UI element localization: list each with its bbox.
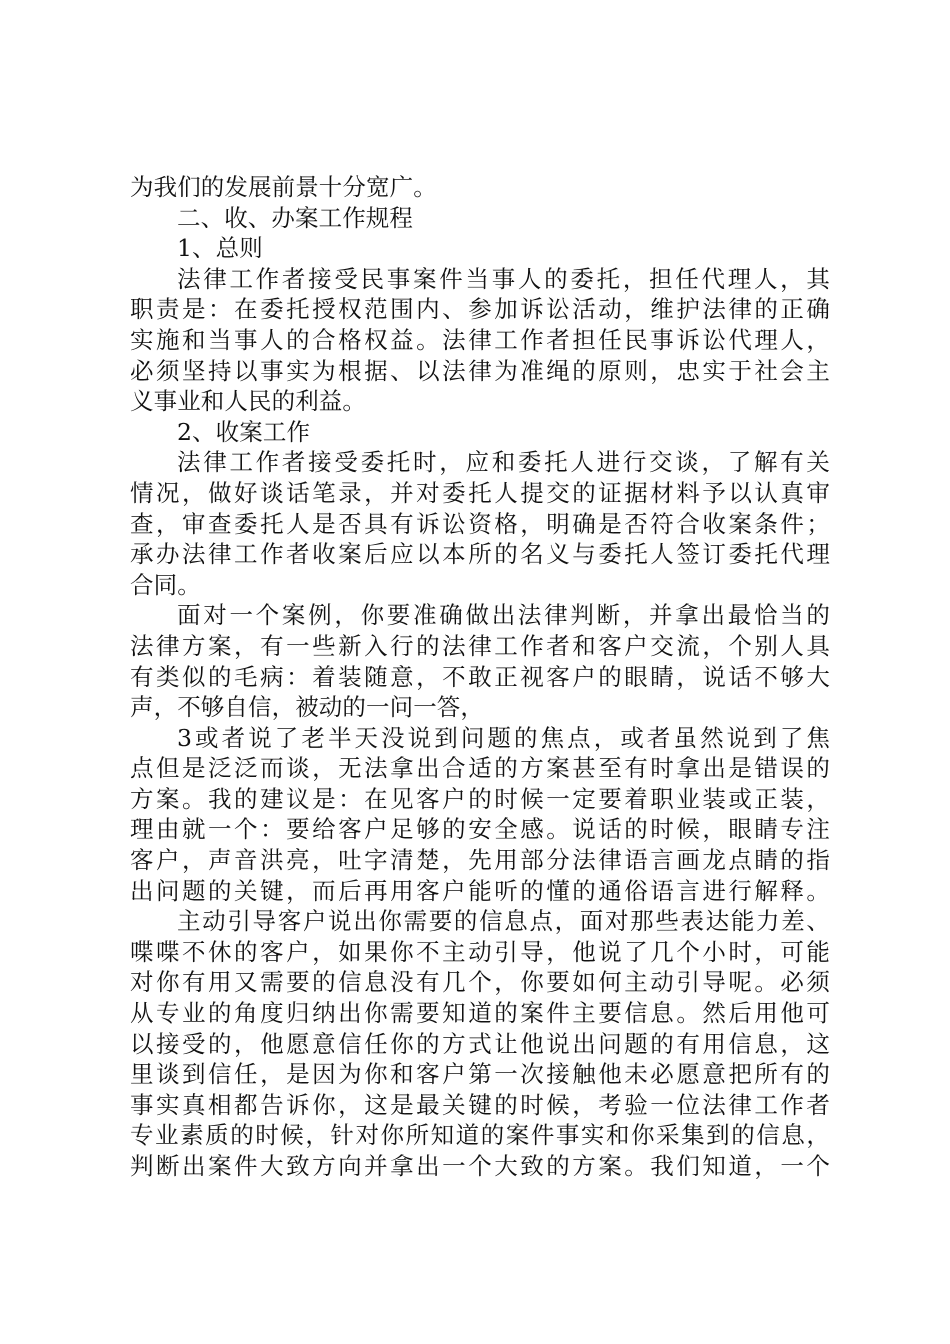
text-line: 从专业的角度归纳出你需要知道的案件主要信息。然后用他可 — [130, 999, 830, 1028]
text-line: 点但是泛泛而谈，无法拿出合适的方案甚至有时拿出是错误的 — [130, 754, 830, 783]
text-line: 理由就一个：要给客户足够的安全感。说话的时候，眼睛专注 — [130, 815, 830, 844]
paragraph-first-line: 3或者说了老半天没说到问题的焦点，或者虽然说到了焦 — [177, 723, 830, 752]
paragraph-first-line: 主动引导客户说出你需要的信息点，面对那些表达能力差、 — [177, 907, 830, 936]
text-line: 实施和当事人的合格权益。法律工作者担任民事诉讼代理人， — [130, 325, 830, 354]
text-line: 对你有用又需要的信息没有几个，你要如何主动引导呢。必须 — [130, 968, 830, 997]
paragraph-first-line: 面对一个案例，你要准确做出法律判断，并拿出最恰当的 — [177, 601, 830, 630]
text-line: 里谈到信任，是因为你和客户第一次接触他未必愿意把所有的 — [130, 1060, 830, 1089]
subsection-heading: 2、收案工作 — [177, 417, 311, 446]
text-line: 出问题的关键，而后再用客户能听的懂的通俗语言进行解释。 — [130, 876, 830, 905]
text-line: 法律方案，有一些新入行的法律工作者和客户交流，个别人具 — [130, 631, 830, 660]
section-heading: 二、收、办案工作规程 — [177, 203, 413, 232]
paragraph-first-line: 法律工作者接受民事案件当事人的委托，担任代理人，其 — [177, 264, 830, 293]
text-line: 查，审查委托人是否具有诉讼资格，明确是否符合收案条件； — [130, 509, 830, 538]
text-line: 事实真相都告诉你，这是最关键的时候，考验一位法律工作者 — [130, 1090, 830, 1119]
text-line: 职责是：在委托授权范围内、参加诉讼活动，维护法律的正确 — [130, 295, 830, 324]
text-line: 声，不够自信，被动的一问一答， — [130, 693, 484, 722]
subsection-heading: 1、总则 — [177, 234, 263, 263]
text-line: 专业素质的时候，针对你所知道的案件事实和你采集到的信息， — [130, 1121, 830, 1150]
text-line: 客户，声音洪亮，吐字清楚，先用部分法律语言画龙点睛的指 — [130, 846, 830, 875]
text-line: 必须坚持以事实为根据、以法律为准绳的原则，忠实于社会主 — [130, 356, 830, 385]
text-line: 判断出案件大致方向并拿出一个大致的方案。我们知道，一个 — [130, 1152, 830, 1180]
text-line: 合同。 — [130, 570, 201, 599]
document-body — [130, 172, 830, 1182]
text-line: 义事业和人民的利益。 — [130, 387, 366, 416]
text-line: 承办法律工作者收案后应以本所的名义与委托人签订委托代理 — [130, 540, 830, 569]
text-line: 情况，做好谈话笔录，并对委托人提交的证据材料予以认真审 — [130, 478, 830, 507]
text-line: 喋喋不休的客户，如果你不主动引导，他说了几个小时，可能 — [130, 937, 830, 966]
paragraph-first-line: 法律工作者接受委托时，应和委托人进行交谈，了解有关 — [177, 448, 830, 477]
text-line: 有类似的毛病：着装随意，不敢正视客户的眼睛，说话不够大 — [130, 662, 830, 691]
text-line: 为我们的发展前景十分宽广。 — [130, 173, 437, 201]
text-line: 以接受的，他愿意信任你的方式让他说出问题的有用信息，这 — [130, 1029, 830, 1058]
text-line: 方案。我的建议是：在见客户的时候一定要着职业装或正装， — [130, 784, 830, 813]
